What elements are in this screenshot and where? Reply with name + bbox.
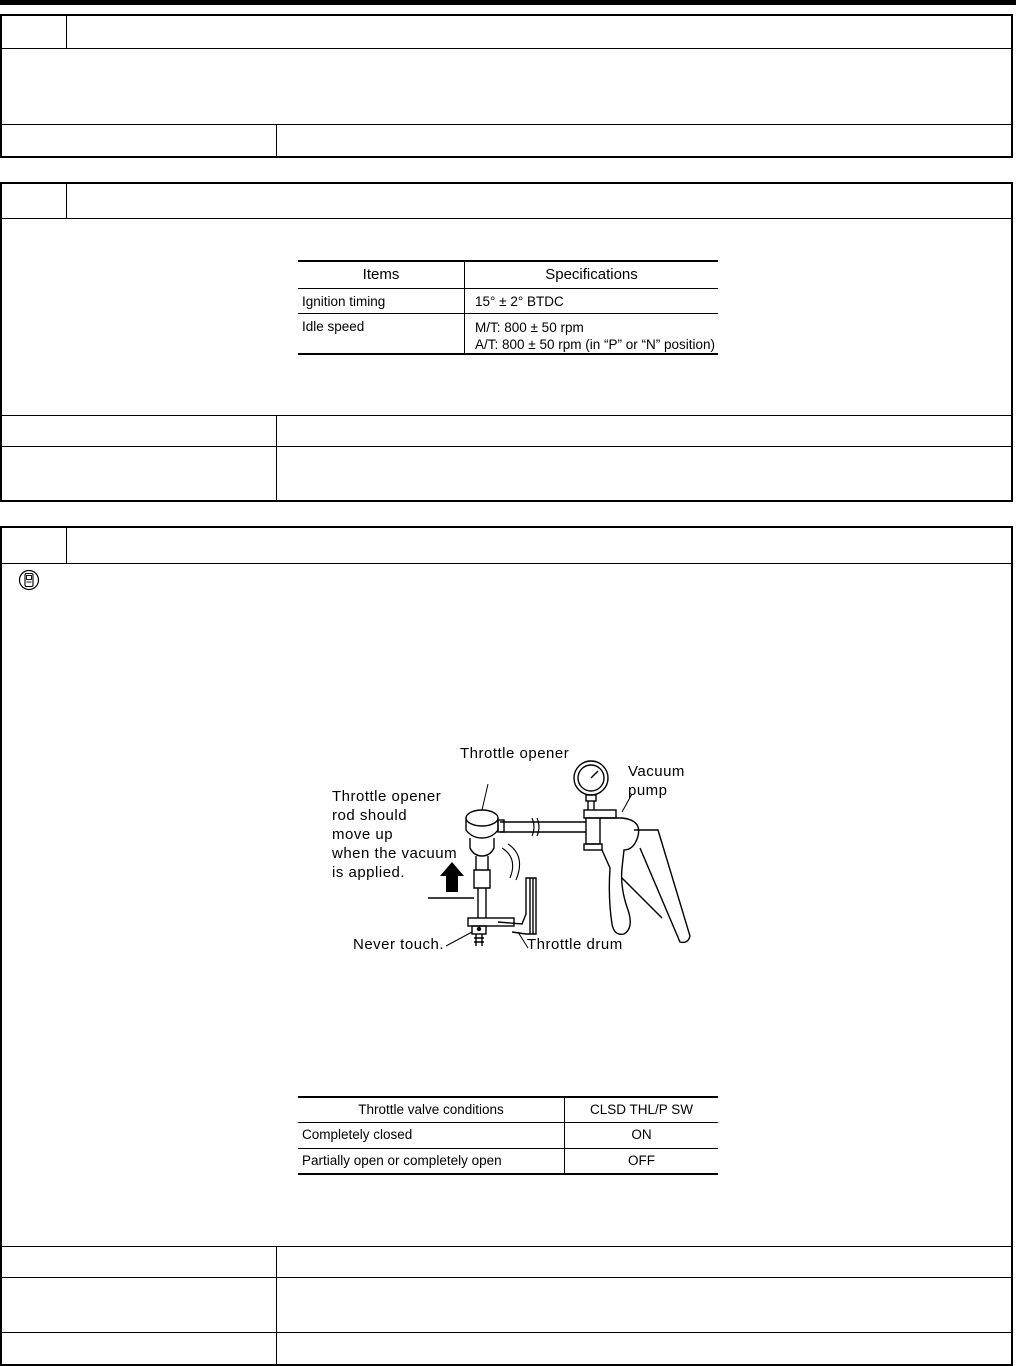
throttle-opener-label: Throttle opener <box>460 745 570 762</box>
step-header <box>2 16 1011 49</box>
ignition-timing-spec: 15° ± 2° BTDC <box>465 288 719 313</box>
divider <box>2 1246 1011 1247</box>
rod-note-line5: is applied. <box>332 864 406 881</box>
divider <box>2 124 1011 125</box>
items-header: Items <box>298 261 465 288</box>
specifications-header: Specifications <box>465 261 719 288</box>
step-box-3 <box>0 526 1013 1366</box>
step-header <box>2 184 1011 219</box>
table-row <box>298 1148 718 1174</box>
idle-speed-mt: M/T: 800 ± 50 rpm <box>475 319 584 335</box>
divider <box>2 415 1011 416</box>
switch-condition-table <box>298 1096 718 1175</box>
step-header <box>2 528 1011 564</box>
step-box-1 <box>0 14 1013 158</box>
idle-speed-spec <box>465 313 719 354</box>
top-rule <box>0 0 1016 5</box>
vacuum-pump-label-line2: pump <box>628 782 668 799</box>
partially-open-value: OFF <box>565 1148 719 1174</box>
result-column-divider <box>276 1246 277 1364</box>
result-column-divider <box>276 415 277 500</box>
vacuum-pump-label-line1: Vacuum <box>628 763 685 780</box>
step-number-cell <box>2 528 67 563</box>
divider <box>2 1332 1011 1333</box>
step-box-2 <box>0 182 1013 502</box>
rod-note-line2: rod should <box>332 807 408 824</box>
table-row <box>298 1122 718 1148</box>
table-row <box>298 288 718 313</box>
step-number-cell <box>2 16 67 48</box>
never-touch-label: Never touch. <box>353 936 445 953</box>
clsd-thl-p-sw-header: CLSD THL/P SW <box>565 1097 719 1122</box>
partially-open-condition: Partially open or completely open <box>298 1148 565 1174</box>
rod-note-line3: move up <box>332 826 394 843</box>
idle-speed-at: A/T: 800 ± 50 rpm (in “P” or “N” position) <box>475 336 715 352</box>
ignition-timing-item: Ignition timing <box>298 288 465 313</box>
consult-icon <box>18 569 40 591</box>
completely-closed-value: ON <box>565 1122 719 1148</box>
specification-table <box>298 260 718 355</box>
result-column-divider <box>276 124 277 156</box>
divider <box>2 1277 1011 1278</box>
divider <box>2 446 1011 447</box>
step-number-cell <box>2 184 67 218</box>
rod-note-line4: when the vacuum <box>332 845 458 862</box>
table-row <box>298 313 718 354</box>
throttle-valve-conditions-header: Throttle valve conditions <box>298 1097 565 1122</box>
throttle-drum-label: Throttle drum <box>527 936 623 953</box>
rod-note-line1: Throttle opener <box>332 788 442 805</box>
idle-speed-item: Idle speed <box>298 313 465 354</box>
throttle-opener-illustration <box>322 738 702 968</box>
completely-closed-condition: Completely closed <box>298 1122 565 1148</box>
